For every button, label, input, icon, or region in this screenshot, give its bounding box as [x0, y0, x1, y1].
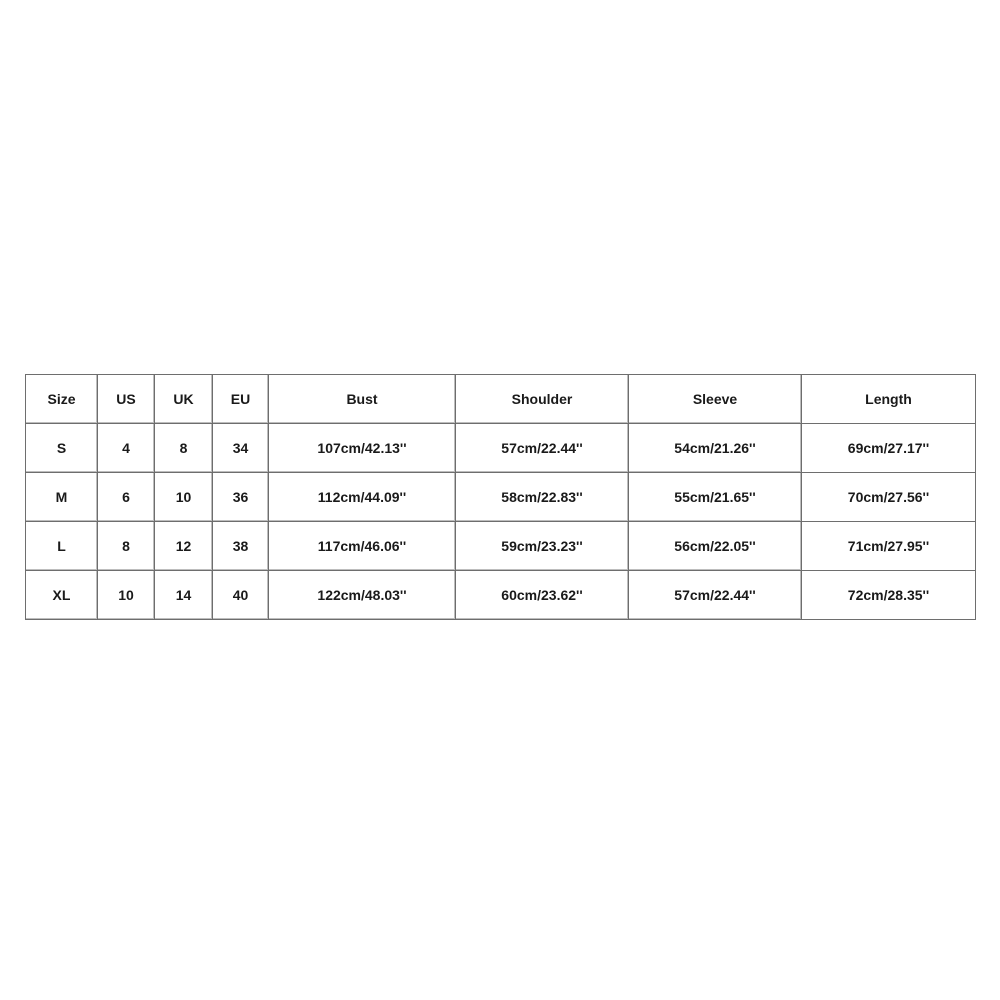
cell-uk: 12 — [155, 522, 213, 571]
header-shoulder: Shoulder — [456, 375, 629, 424]
cell-size: M — [26, 473, 98, 522]
cell-sleeve: 54cm/21.26'' — [629, 424, 802, 473]
header-eu: EU — [213, 375, 269, 424]
header-size: Size — [26, 375, 98, 424]
cell-uk: 10 — [155, 473, 213, 522]
cell-us: 10 — [98, 571, 155, 620]
cell-shoulder: 57cm/22.44'' — [456, 424, 629, 473]
table-row — [26, 424, 976, 473]
table-row — [26, 571, 976, 620]
cell-sleeve: 56cm/22.05'' — [629, 522, 802, 571]
cell-length: 71cm/27.95'' — [802, 522, 976, 571]
header-bust: Bust — [269, 375, 456, 424]
cell-shoulder: 59cm/23.23'' — [456, 522, 629, 571]
cell-eu: 40 — [213, 571, 269, 620]
cell-bust: 117cm/46.06'' — [269, 522, 456, 571]
cell-length: 69cm/27.17'' — [802, 424, 976, 473]
header-us: US — [98, 375, 155, 424]
header-length: Length — [802, 375, 976, 424]
cell-bust: 122cm/48.03'' — [269, 571, 456, 620]
header-uk: UK — [155, 375, 213, 424]
header-row — [26, 375, 976, 424]
cell-shoulder: 60cm/23.62'' — [456, 571, 629, 620]
cell-size: L — [26, 522, 98, 571]
cell-uk: 14 — [155, 571, 213, 620]
header-sleeve: Sleeve — [629, 375, 802, 424]
cell-shoulder: 58cm/22.83'' — [456, 473, 629, 522]
cell-sleeve: 55cm/21.65'' — [629, 473, 802, 522]
cell-length: 72cm/28.35'' — [802, 571, 976, 620]
cell-eu: 36 — [213, 473, 269, 522]
table-row — [26, 473, 976, 522]
cell-us: 8 — [98, 522, 155, 571]
cell-size: S — [26, 424, 98, 473]
cell-us: 6 — [98, 473, 155, 522]
cell-size: XL — [26, 571, 98, 620]
cell-sleeve: 57cm/22.44'' — [629, 571, 802, 620]
cell-us: 4 — [98, 424, 155, 473]
cell-bust: 107cm/42.13'' — [269, 424, 456, 473]
cell-eu: 38 — [213, 522, 269, 571]
cell-bust: 112cm/44.09'' — [269, 473, 456, 522]
cell-eu: 34 — [213, 424, 269, 473]
cell-length: 70cm/27.56'' — [802, 473, 976, 522]
size-chart-table — [25, 374, 976, 620]
table-row — [26, 522, 976, 571]
cell-uk: 8 — [155, 424, 213, 473]
